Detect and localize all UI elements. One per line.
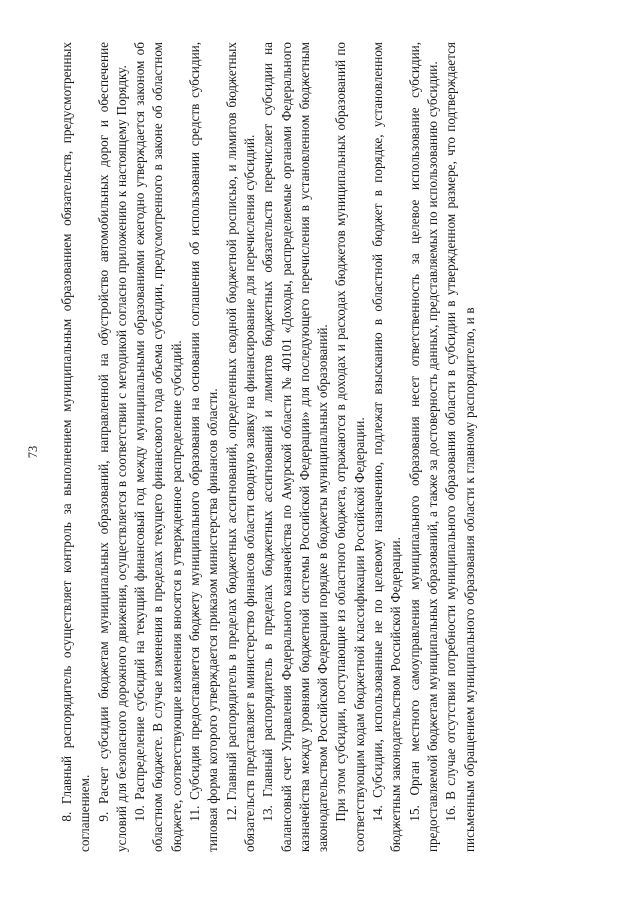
page-number: 73: [26, 445, 40, 459]
paragraph-8: 8. Главный распорядитель осуществляет контроль за выполнением муниципальным образованием обязательств, предусмотренных соглашением.: [59, 42, 93, 852]
paragraph-12: 12. Главный распорядитель в пределах бюджетных ассигнований, определенных сводной бюджетной росписью, и лимитов бюджетных обязательств представляет в министерство финансов области сводную заявку на финансирование для перечисления субсидий.: [223, 42, 257, 852]
paragraph-10: 10. Распределение субсидий на текущий финансовый год между муниципальными образованиями ежегодно утверждается законом об областном бюджете. В случае изменения в пределах текущего финансового года объема субсидии, предусмотренного в законе об областном бюджете, соответствующие изменения вносятся в утвержденное распределение субсидий.: [132, 42, 184, 852]
paragraph-9: 9. Расчет субсидии бюджетам муниципальных образований, направленной на обустройство автомобильных дорог и обеспечение условий для безопасного дорожного движения, осуществляется в соответствии с методикой согласно приложению к настоящему Порядку.: [95, 42, 129, 852]
paragraph-11: 11. Субсидия предоставляется бюджету муниципального образования на основании соглашения об использовании средств субсидии, типовая форма которого утверждается приказом министерства финансов области.: [187, 42, 221, 852]
paragraph-13-note: При этом субсидии, поступающие из областного бюджета, отражаются в доходах и расходах бюджетов муниципальных образований по соответствующим кодам бюджетной классификации Российской Федерации.: [333, 42, 367, 852]
document-body: [58, 42, 479, 852]
scanned-document-page: [16, 22, 624, 882]
paragraph-15: 15. Орган местного самоуправления муниципального образования несет ответственность за целевое использование субсидии, предоставляемой бюджетам муниципальных образований, а также за достоверность данных, представляемых по использованию субсидии.: [406, 42, 440, 852]
paragraph-13: 13. Главный распорядитель в пределах бюджетных ассигнований и лимитов бюджетных обязательств перечисляет субсидии на балансовый счет Управления Федерального казначейства по Амурской области № 40101 «Доходы, распределяемые органами Федерального казначейства между уровнями бюджетной системы Российской Федерации» для последующего перечисления в установленном бюджетным законодательством Российской Федерации порядке в бюджеты муниципальных образований.: [260, 42, 331, 852]
paragraph-14: 14. Субсидии, использованные не по целевому назначению, подлежат взысканию в областной бюджет в порядке, установленном бюджетным законодательством Российской Федерации.: [370, 42, 404, 852]
paragraph-16: 16. В случае отсутствия потребности муниципального образования области в субсидии в утвержденном размере, что подтверждается письменным обращением муниципального образования области к главному распорядителю, и в: [443, 42, 477, 852]
